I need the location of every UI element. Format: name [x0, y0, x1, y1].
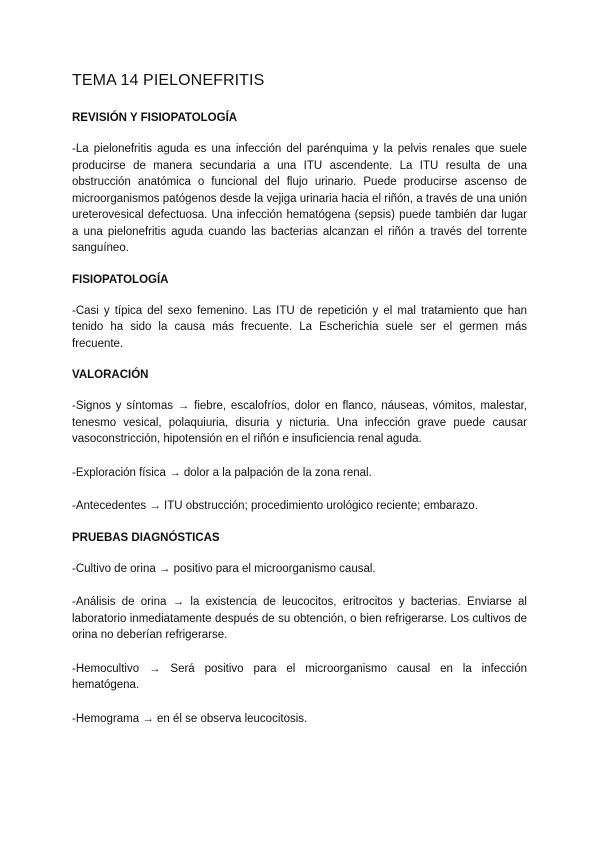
section-heading: FISIOPATOLOGÍA — [72, 273, 169, 286]
paragraph: -Casi y típica del sexo femenino. Las ITU de repetición y el mal tratamiento que han tenido ha sido la causa más frecuente. La Escherichia suele ser el germen más frecuente. — [72, 304, 527, 350]
paragraph: -Signos y síntomas → fiebre, escalofríos, dolor en flanco, náuseas, vómitos, malestar, tenesmo vesical, polaquiuria, disuria y nicturia. Una infección grave puede causar vasoconstricción, hipotensión en el riñón e insuficiencia renal aguda. — [72, 400, 527, 445]
section-pruebas-diagnosticas — [72, 532, 527, 728]
paragraph: -La pielonefritis aguda es una infección del parénquima y la pelvis renales que suele producirse de manera secundaria a una ITU ascendente. La ITU resulta de una obstrucción anatómica o funcional del flujo urinario. Puede producirse ascenso de microorganismos patógenos desde la vejiga urinaria hacia el riñón, a través de una unión ureterovesical defectuosa. Una infección hematógena (sepsis) puede también dar lugar a una pielonefritis aguda cuando las bacterias alcanzan el riñón a través del torrente sanguíneo. — [72, 143, 527, 254]
section-revision-fisiopatologia — [72, 112, 527, 257]
paragraph: -Cultivo de orina → positivo para el microorganismo causal. — [72, 562, 376, 575]
paragraph: -Análisis de orina → la existencia de leucocitos, eritrocitos y bacterias. Enviarse al laboratorio inmediatamente después de su obtención, o bien refrigerarse. Los cultivos de orina no deberían refrigerarse. — [72, 596, 527, 641]
section-heading: REVISIÓN Y FISIOPATOLOGÍA — [72, 112, 238, 124]
document-page — [72, 72, 527, 744]
paragraph: -Hemocultivo → Será positivo para el microorganismo causal en la infección hematógena. — [72, 662, 527, 691]
paragraph: -Exploración física → dolor a la palpación de la zona renal. — [72, 466, 372, 479]
section-valoracion — [72, 369, 527, 515]
section-heading: VALORACIÓN — [72, 369, 149, 381]
page-title: TEMA 14 PIELONEFRITIS — [72, 72, 265, 89]
section-heading: PRUEBAS DIAGNÓSTICAS — [72, 531, 220, 544]
paragraph: -Antecedentes → ITU obstrucción; procedimiento urológico reciente; embarazo. — [72, 500, 478, 512]
paragraph: -Hemograma → en él se observa leucocitosis. — [72, 712, 308, 725]
section-fisiopatologia — [72, 274, 527, 353]
